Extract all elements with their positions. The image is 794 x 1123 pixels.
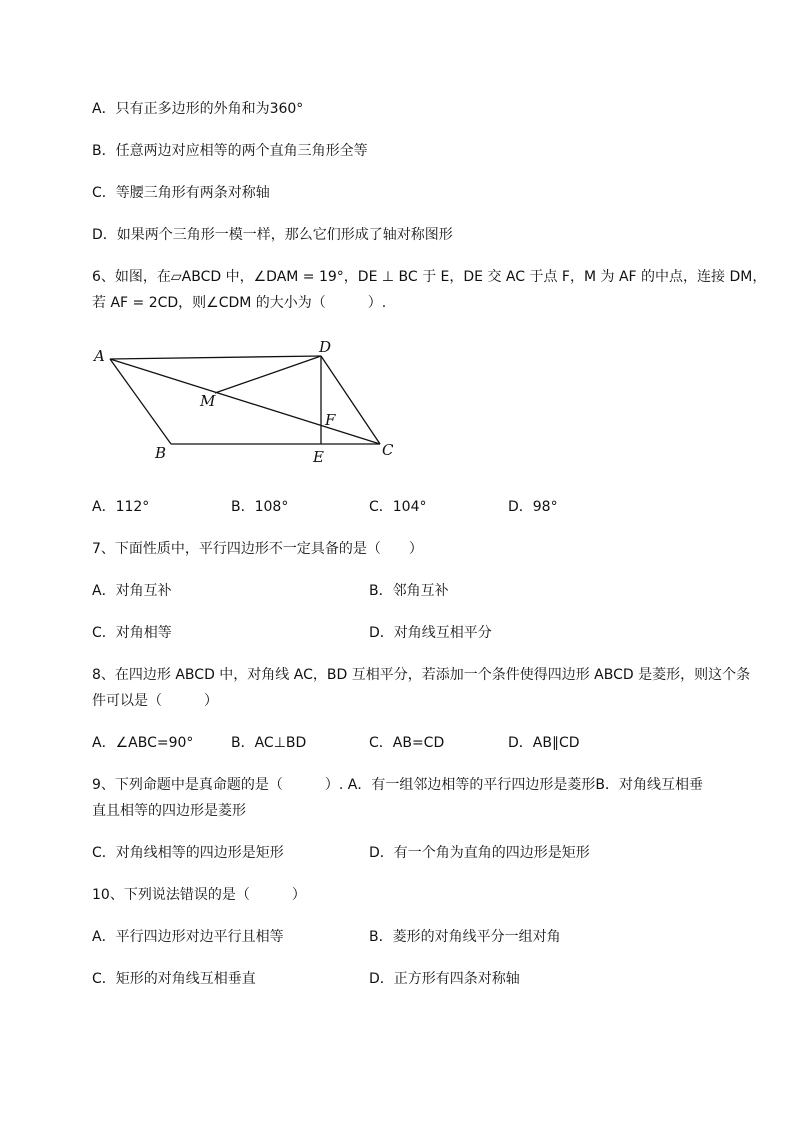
q6-stem-line2: 若 AF = 2CD，则∠CDM 的大小为（ ）. [92, 295, 387, 311]
q5-option-d: D．如果两个三角形一模一样，那么它们形成了轴对称图形 [92, 227, 453, 243]
q6-option-d: D．98° [508, 499, 558, 515]
q9-stem-line2: 直且相等的四边形是菱形 [92, 803, 246, 819]
q8-option-b: B．AC⊥BD [231, 735, 307, 751]
q7-option-c: C．对角相等 [92, 625, 172, 641]
q8-stem-line1: 8、在四边形 ABCD 中，对角线 AC，BD 互相平分，若添加一个条件使得四边形 ABCD 是菱形，则这个条 [92, 667, 751, 683]
q10-option-b: B．菱形的对角线平分一组对角 [369, 929, 561, 945]
segment-dm [215, 356, 321, 393]
q7-option-b: B．邻角互补 [369, 583, 449, 599]
q6-option-c: C．104° [369, 499, 427, 515]
q5-option-c: C．等腰三角形有两条对称轴 [92, 185, 270, 201]
label-c: C [382, 441, 394, 459]
label-f: F [325, 411, 336, 429]
label-e: E [313, 448, 324, 466]
label-b: B [155, 444, 167, 462]
q10-option-c: C．矩形的对角线互相垂直 [92, 971, 256, 987]
q10-option-d: D．正方形有四条对称轴 [369, 971, 520, 987]
q9-stem-line1: 9、下列命题中是真命题的是（ ）. A．有一组邻边相等的平行四边形是菱形B．对角线互相垂 [92, 777, 703, 793]
q5-option-a: A．只有正多边形的外角和为360° [92, 101, 304, 117]
q8-stem-line2: 件可以是（ ） [92, 693, 218, 709]
segment-dc [321, 356, 380, 444]
label-a: A [94, 347, 105, 365]
q7-option-d: D．对角线互相平分 [369, 625, 492, 641]
q9-option-c: C．对角线相等的四边形是矩形 [92, 845, 284, 861]
q7-option-a: A．对角互补 [92, 583, 172, 599]
q9-option-d: D．有一个角为直角的四边形是矩形 [369, 845, 590, 861]
label-m: M [200, 392, 216, 410]
segment-ab [110, 359, 171, 444]
q6-option-a: A．112° [92, 499, 150, 515]
q5-option-b: B．任意两边对应相等的两个直角三角形全等 [92, 143, 368, 159]
parallelogram-figure [90, 338, 410, 468]
q10-stem: 10、下列说法错误的是（ ） [92, 887, 306, 903]
segment-ad [110, 356, 321, 359]
q8-option-d: D．AB∥CD [508, 735, 580, 751]
q7-stem: 7、下面性质中，平行四边形不一定具备的是（ ） [92, 541, 423, 557]
q6-option-b: B．108° [231, 499, 289, 515]
q8-option-c: C．AB=CD [369, 735, 445, 751]
label-d: D [319, 338, 332, 356]
q6-stem-line1: 6、如图，在▱ABCD 中，∠DAM = 19°，DE ⊥ BC 于 E，DE 交 AC 于点 F，M 为 AF 的中点，连接 DM， [92, 269, 767, 285]
q8-option-a: A．∠ABC=90° [92, 735, 194, 751]
segment-ac [110, 359, 380, 444]
q10-option-a: A．平行四边形对边平行且相等 [92, 929, 284, 945]
